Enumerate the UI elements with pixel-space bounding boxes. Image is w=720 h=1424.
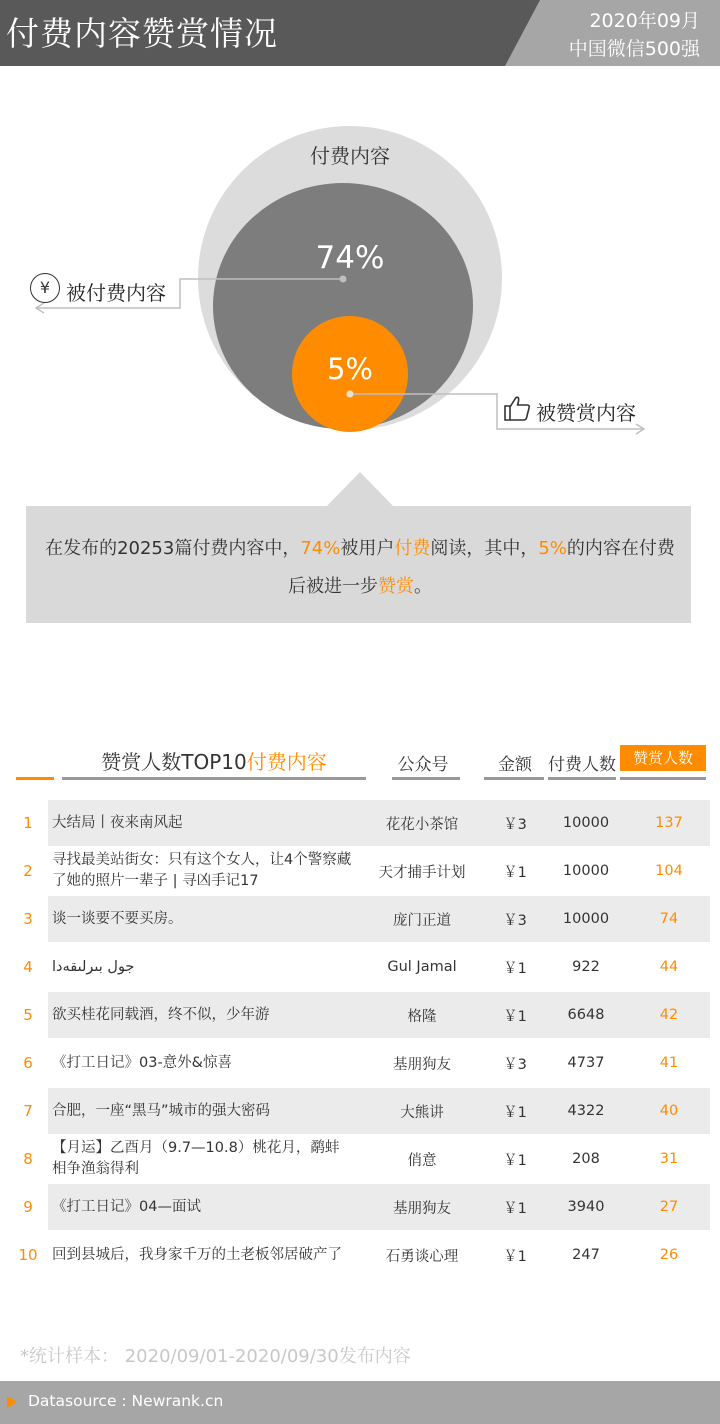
- row-payers: 4737: [567, 1055, 605, 1071]
- row-title: 谈一谈要不要买房。: [52, 910, 183, 927]
- row-title: 《打工日记》03-意外&惊喜: [52, 1054, 232, 1071]
- payers-header: 付费人数: [548, 755, 616, 775]
- row-amount: ￥1: [503, 864, 527, 881]
- table-row: [0, 1136, 720, 1182]
- row-account: 格隆: [407, 1008, 437, 1025]
- row-rank: 8: [23, 1150, 33, 1168]
- table-row: [0, 1040, 720, 1086]
- row-rewarders: 104: [655, 863, 683, 879]
- row-rewarders: 26: [659, 1247, 679, 1263]
- row-account: 庞门正道: [393, 912, 451, 929]
- row-rank: 6: [23, 1054, 33, 1072]
- row-amount: ￥3: [503, 816, 527, 833]
- sample-footnote: *统计样本： 2020/09/01-2020/09/30发布内容: [20, 1346, 411, 1367]
- row-amount: ￥3: [503, 1056, 527, 1073]
- table-row: [0, 896, 720, 942]
- outer-circle-label: 付费内容: [310, 144, 390, 168]
- row-amount: ￥1: [503, 1104, 527, 1121]
- account-header: 公众号: [397, 755, 449, 775]
- row-account: 大熊讲: [400, 1104, 444, 1121]
- row-rewarders: 31: [659, 1151, 679, 1167]
- row-rank: 1: [23, 814, 33, 832]
- row-title: 合肥，一座“黑马”城市的强大密码: [52, 1102, 271, 1119]
- row-amount: ￥1: [503, 1008, 527, 1025]
- table-row: [0, 1184, 720, 1230]
- report-date: 2020年09月: [589, 10, 700, 32]
- rewarded-content-label: 被赞赏内容: [536, 401, 636, 425]
- row-payers: 10000: [562, 815, 610, 831]
- row-account: 基朋狗友: [393, 1200, 451, 1217]
- row-account: 俏意: [407, 1152, 437, 1169]
- row-title: 欲买桂花同载酒，终不似，少年游: [52, 1006, 270, 1023]
- row-account: 天才捕手计划: [378, 864, 466, 881]
- row-amount: ￥3: [503, 912, 527, 929]
- summary-paid-word: 付费: [394, 538, 431, 559]
- rewarders-header: 赞赏人数: [620, 745, 706, 771]
- row-amount: ￥1: [503, 1200, 527, 1217]
- row-payers: 247: [572, 1247, 600, 1263]
- reward-percent: 5%: [326, 352, 373, 386]
- row-account: Gul Jamal: [387, 959, 457, 975]
- row-payers: 208: [572, 1151, 600, 1167]
- summary-reward-pct: 5%: [538, 538, 567, 559]
- row-rank: 5: [23, 1006, 33, 1024]
- table-row: [0, 1088, 720, 1134]
- row-payers: 6648: [567, 1007, 605, 1023]
- row-amount: ￥1: [503, 1248, 527, 1265]
- paid-content-label: 被付费内容: [66, 281, 166, 305]
- row-payers: 922: [572, 959, 600, 975]
- row-title: 寻找最美站街女：只有这个女人，让4个警察藏了她的照片一辈子 | 寻凶手记17: [52, 852, 352, 889]
- row-rewarders: 42: [659, 1007, 679, 1023]
- row-amount: ￥1: [503, 960, 527, 977]
- row-rewarders: 27: [659, 1199, 679, 1215]
- summary-text: 在发布的20253篇付费内容中，74%被用户付费阅读，其中，5%的内容在付费后被进一步赞赏。: [45, 538, 675, 597]
- play-triangle-icon: [7, 1396, 17, 1408]
- row-payers: 10000: [562, 911, 610, 927]
- row-payers: 10000: [562, 863, 610, 879]
- paid-percent: 74%: [315, 240, 385, 276]
- row-title: جول بىرلىقەدا: [52, 958, 135, 975]
- row-rank: 3: [23, 910, 33, 928]
- row-rank: 10: [18, 1246, 38, 1264]
- table-row: [0, 800, 720, 846]
- row-rewarders: 74: [659, 911, 679, 927]
- row-rewarders: 41: [659, 1055, 679, 1071]
- table-row: [0, 992, 720, 1038]
- table-row: [0, 944, 720, 990]
- table-row: [0, 848, 720, 894]
- row-title: 大结局丨夜来南风起: [52, 814, 183, 831]
- row-payers: 4322: [567, 1103, 605, 1119]
- table-title: 赞赏人数TOP10付费内容: [101, 750, 327, 774]
- table-row: [0, 1232, 720, 1278]
- summary-reward-word: 赞赏: [378, 576, 414, 597]
- row-rank: 4: [23, 958, 33, 976]
- row-payers: 3940: [567, 1199, 605, 1215]
- row-title: 《打工日记》04—面试: [52, 1198, 201, 1215]
- report-scope: 中国微信500强: [568, 38, 700, 60]
- row-title: 回到县城后，我身家千万的土老板邻居破产了: [52, 1246, 342, 1263]
- row-rewarders: 137: [655, 815, 683, 831]
- page-title: 付费内容赞赏情况: [6, 14, 278, 53]
- row-rank: 7: [23, 1102, 33, 1120]
- yen-icon: ¥: [30, 273, 60, 303]
- row-title: 【月运】乙酉月（9.7—10.8）桃花月，鹬蚌相争渔翁得利: [52, 1140, 340, 1177]
- row-rewarders: 40: [659, 1103, 679, 1119]
- row-account: 花花小茶馆: [385, 816, 459, 833]
- row-rewarders: 44: [659, 959, 679, 975]
- amount-header: 金额: [498, 755, 532, 775]
- datasource-label: Datasource : Newrank.cn: [28, 1392, 224, 1410]
- row-account: 石勇谈心理: [385, 1248, 459, 1265]
- row-rank: 9: [23, 1198, 33, 1216]
- row-amount: ￥1: [503, 1152, 527, 1169]
- row-account: 基朋狗友: [393, 1056, 451, 1073]
- summary-paid-pct: 74%: [300, 538, 341, 559]
- row-rank: 2: [23, 862, 33, 880]
